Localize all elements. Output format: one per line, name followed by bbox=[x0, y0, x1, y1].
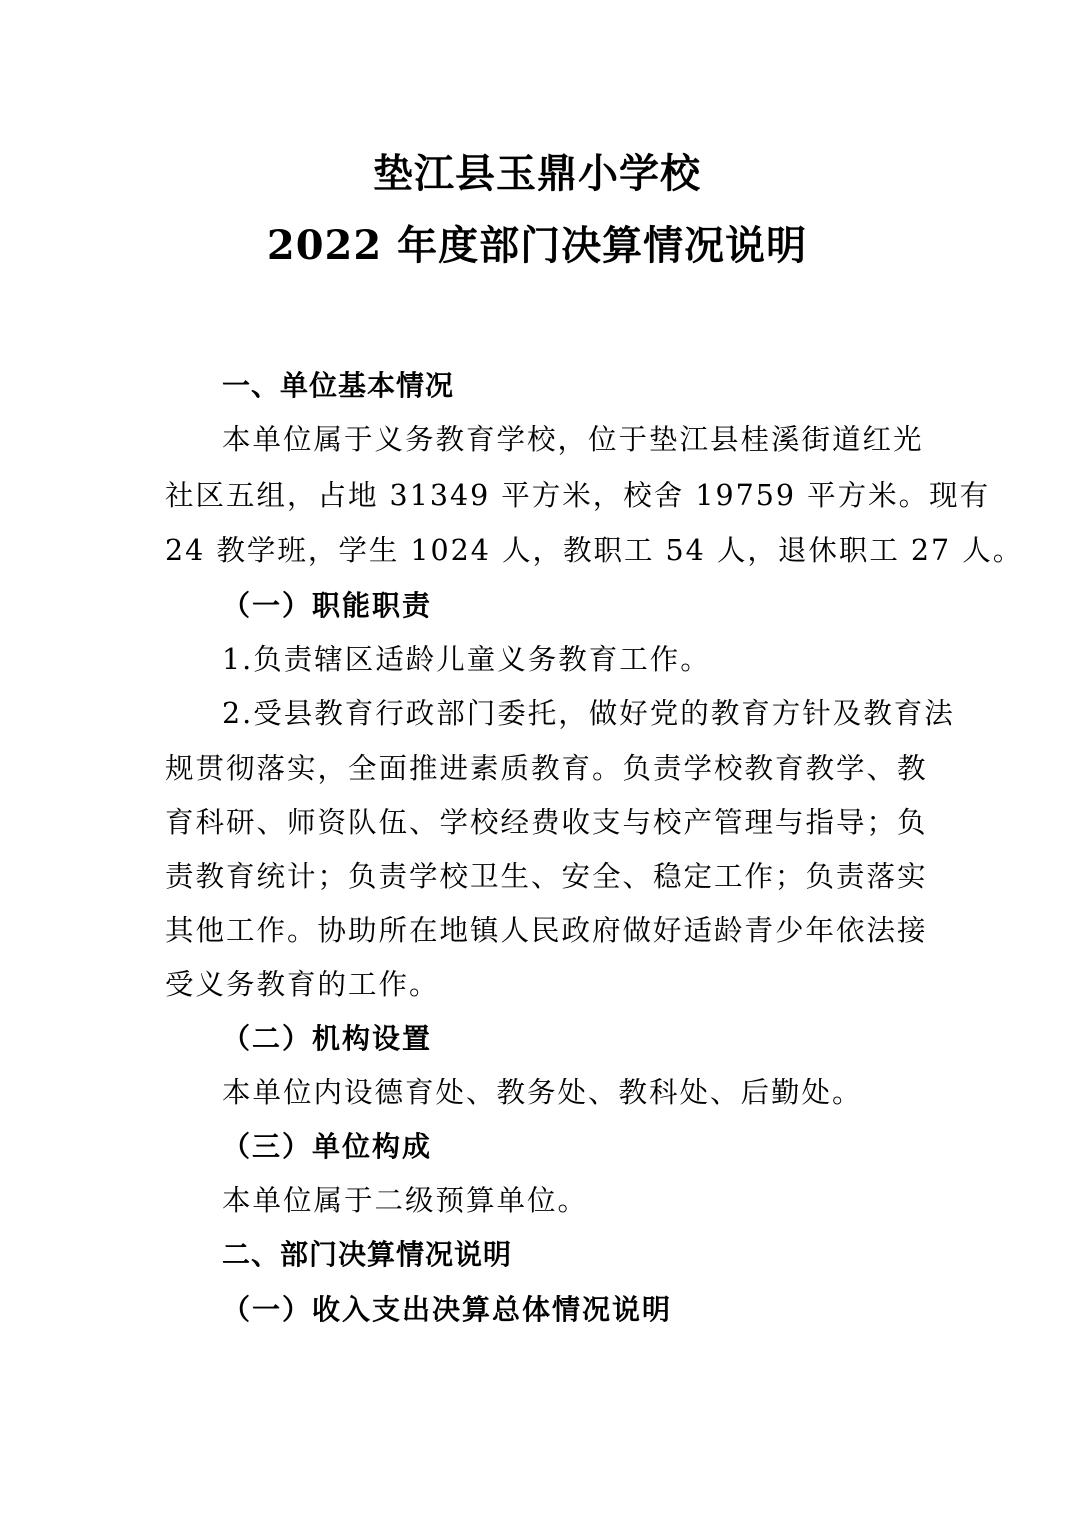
paragraph-line: 责教育统计；负责学校卫生、安全、稳定工作；负责落实 bbox=[165, 860, 928, 893]
paragraph-line: 规贯彻落实，全面推进素质教育。负责学校教育教学、教 bbox=[165, 752, 928, 785]
paragraph-line: 本单位属于二级预算单位。 bbox=[222, 1184, 589, 1217]
document-title: 垫江县玉鼎小学校 bbox=[373, 150, 701, 197]
paragraph-line: 其他工作。协助所在地镇人民政府做好适龄青少年依法接 bbox=[165, 914, 928, 947]
section-heading-2: 二、部门决算情况说明 bbox=[222, 1238, 513, 1271]
paragraph-line: 社区五组，占地 31349 平方米，校舍 19759 平方米。现有 bbox=[165, 479, 991, 512]
document-subtitle: 2022 年度部门决算情况说明 bbox=[266, 222, 808, 269]
paragraph-line: 2.受县教育行政部门委托，做好党的教育方针及教育法 bbox=[222, 697, 955, 730]
paragraph-line: 受义务教育的工作。 bbox=[165, 968, 440, 1001]
paragraph-line: 本单位属于义务教育学校，位于垫江县桂溪街道红光 bbox=[222, 423, 924, 456]
paragraph-line: 育科研、师资队伍、学校经费收支与校产管理与指导；负 bbox=[165, 806, 928, 839]
paragraph-line: 1.负责辖区适龄儿童义务教育工作。 bbox=[222, 643, 711, 676]
paragraph-line: 24 教学班，学生 1024 人，教职工 54 人，退休职工 27 人。 bbox=[165, 534, 1024, 567]
subsection-heading: （一）职能职责 bbox=[222, 589, 433, 622]
section-heading-1: 一、单位基本情况 bbox=[222, 369, 455, 402]
subsection-heading: （一）收入支出决算总体情况说明 bbox=[222, 1293, 673, 1326]
subsection-heading: （三）单位构成 bbox=[222, 1130, 433, 1163]
paragraph-line: 本单位内设德育处、教务处、教科处、后勤处。 bbox=[222, 1076, 863, 1109]
subsection-heading: （二）机构设置 bbox=[222, 1022, 433, 1055]
